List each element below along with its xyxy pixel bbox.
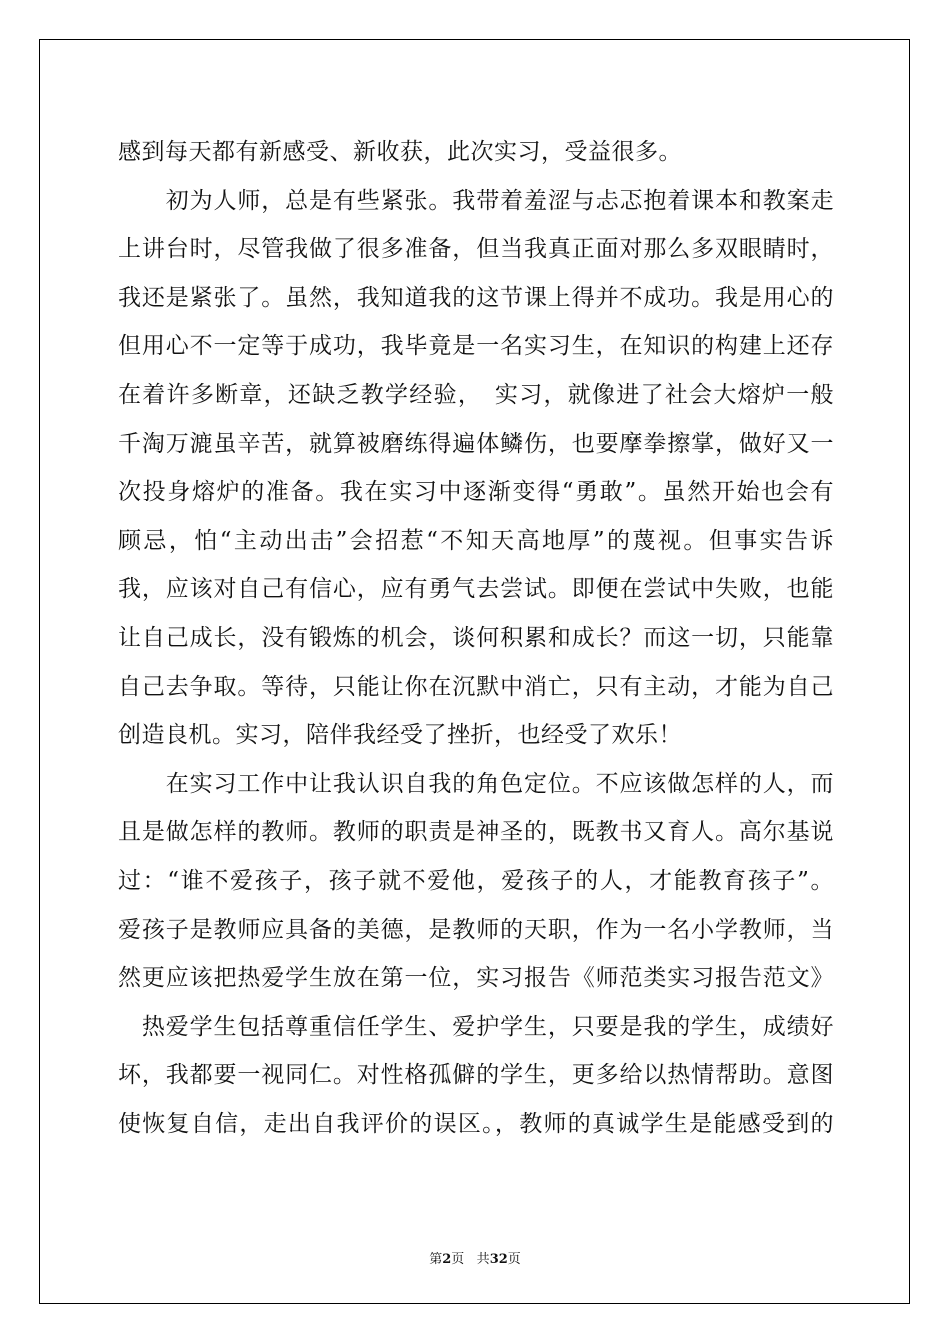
text-line: 创造良机。实习，陪伴我经受了挫折，也经受了欢乐！ — [118, 722, 682, 749]
text-line: 然更应该把热爱学生放在第一位，实习报告《师范类实习报告范文》 — [118, 965, 834, 992]
text-line: 顾忌，怕“主动出击”会招惹“不知天高地厚”的蔑视。但事实告诉 — [118, 527, 834, 554]
total-label-suffix: 页 — [507, 1252, 521, 1267]
text-line: 使恢复自信，走出自我评价的误区。，教师的真诚学生是能感受到的 — [118, 1110, 834, 1137]
page-label-suffix: 页 — [451, 1252, 465, 1267]
document-body — [118, 128, 834, 1148]
text-line: 在实习工作中让我认识自我的角色定位。不应该做怎样的人，而 — [118, 770, 834, 797]
text-line: 在着许多断章，还缺乏教学经验， 实习，就像进了社会大熔炉一般 — [118, 381, 834, 408]
text-line: 我还是紧张了。虽然，我知道我的这节课上得并不成功。我是用心的 — [118, 284, 834, 311]
total-label-prefix: 共 — [476, 1252, 490, 1267]
text-line: 过：“谁不爱孩子，孩子就不爱他，爱孩子的人，才能教育孩子”。 — [118, 867, 834, 894]
text-line: 爱孩子是教师应具备的美德，是教师的天职，作为一名小学教师，当 — [118, 916, 834, 943]
text-line: 且是做怎样的教师。教师的职责是神圣的，既教书又育人。高尔基说 — [118, 819, 834, 846]
text-line: 让自己成长，没有锻炼的机会，谈何积累和成长？而这一切，只能靠 — [118, 624, 834, 651]
text-line: 我，应该对自己有信心，应有勇气去尝试。即便在尝试中失败，也能 — [118, 576, 834, 603]
text-line: 次投身熔炉的准备。我在实习中逐渐变得“勇敢”。虽然开始也会有 — [118, 479, 834, 506]
text-line: 但用心不一定等于成功，我毕竟是一名实习生，在知识的构建上还存 — [118, 333, 834, 360]
text-line: 坏，我都要一视同仁。对性格孤僻的学生，更多给以热情帮助。意图 — [118, 1062, 834, 1089]
text-line: 千淘万漉虽辛苦，就算被磨练得遍体鳞伤，也要摩拳擦掌，做好又一 — [118, 430, 834, 457]
text-line: 热爱学生包括尊重信任学生、爱护学生，只要是我的学生，成绩好 — [118, 1013, 834, 1040]
text-line: 上讲台时，尽管我做了很多准备，但当我真正面对那么多双眼睛时， — [118, 236, 834, 263]
text-line: 感到每天都有新感受、新收获，此次实习，受益很多。 — [118, 139, 682, 165]
text-line: 初为人师，总是有些紧张。我带着羞涩与忐忑抱着课本和教案走 — [118, 187, 834, 214]
total-pages: 32 — [489, 1252, 508, 1267]
page-footer — [0, 1248, 950, 1267]
page-label-prefix: 第 — [429, 1252, 443, 1267]
page-number: 2 — [442, 1252, 452, 1267]
text-line: 自己去争取。等待，只能让你在沉默中消亡，只有主动，才能为自己 — [118, 673, 834, 700]
